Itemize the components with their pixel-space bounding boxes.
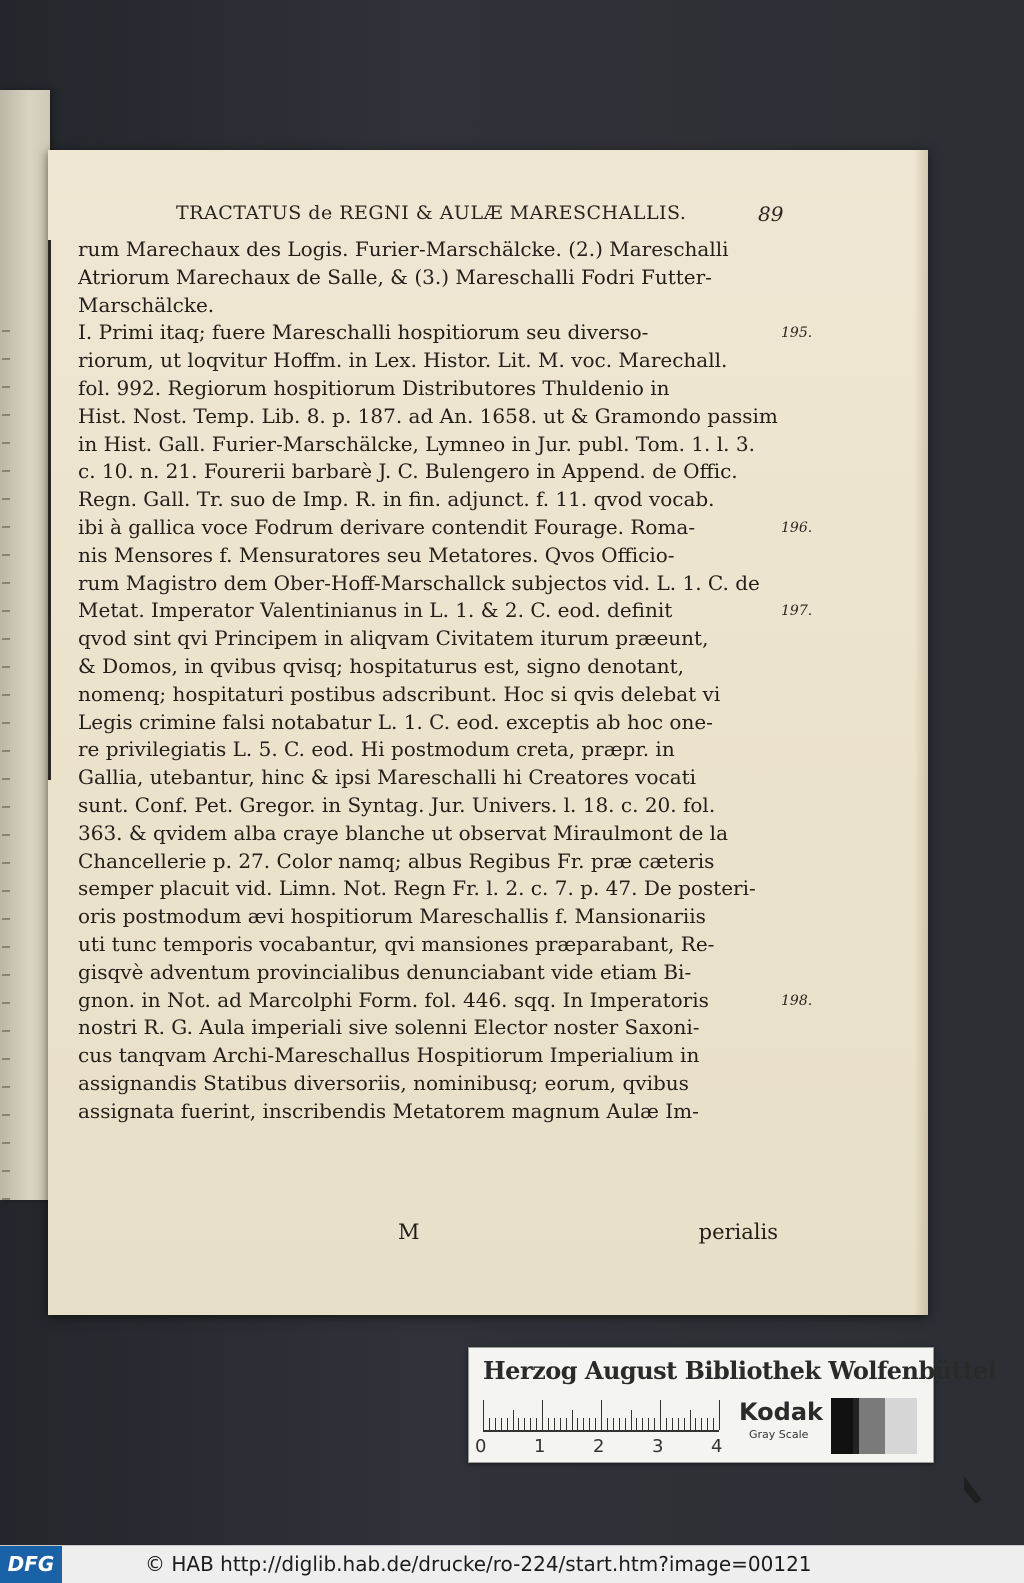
- underlying-page-edge: [0, 90, 50, 1200]
- text-line: semper placuit vid. Limn. Not. Regn Fr. l. 2. c. 7. p. 47. De posteri-: [78, 876, 756, 901]
- ruler-tick: [607, 1418, 608, 1430]
- copyright-link[interactable]: © HAB http://diglib.hab.de/drucke/ro-224/start.htm?image=00121: [145, 1552, 812, 1576]
- ruler-tick: [631, 1410, 632, 1430]
- text-line: Hist. Nost. Temp. Lib. 8. p. 187. ad An. 1658. ut & Gramondo passim: [78, 403, 778, 428]
- ruler-tick: [642, 1418, 643, 1430]
- text-line: 363. & qvidem alba craye blanche ut observat Miraulmont de la: [78, 820, 728, 845]
- ruler-tick: [566, 1418, 567, 1430]
- text-line: gnon. in Not. ad Marcolphi Form. fol. 446. sqq. In Imperatoris: [78, 987, 709, 1012]
- text-line: assignata fuerint, inscribendis Metatorem magnum Aulæ Im-: [78, 1098, 699, 1123]
- signature-mark: M: [398, 1220, 420, 1244]
- text-line: uti tunc temporis vocabantur, qvi mansiones præparabant, Re-: [78, 931, 715, 956]
- ruler-tick: [495, 1418, 496, 1430]
- ruler-tick: [684, 1418, 685, 1430]
- ruler-tick: [707, 1418, 708, 1430]
- ruler-tick: [524, 1418, 525, 1430]
- ruler-tick: [666, 1418, 667, 1430]
- ruler-tick: [672, 1418, 673, 1430]
- ruler-tick: [654, 1418, 655, 1430]
- text-line: c. 10. n. 21. Fourerii barbarè J. C. Bulengero in Append. de Offic.: [78, 459, 738, 484]
- text-line: fol. 992. Regiorum hospitiorum Distributores Thuldenio in: [78, 375, 670, 400]
- text-line: qvod sint qvi Principem in aliqvam Civitatem iturum præeunt,: [78, 626, 709, 651]
- gutter-shadow-line: [48, 240, 51, 780]
- margin-note: 197.: [781, 603, 813, 620]
- text-line: & Domos, in qvibus qvisq; hospitaturus est, signo denotant,: [78, 653, 685, 678]
- ruler-tick: [648, 1418, 649, 1430]
- text-line: Metat. Imperator Valentinianus in L. 1. & 2. C. eod. definit: [78, 598, 673, 623]
- ruler-label: 3: [652, 1436, 664, 1457]
- ruler-tick: [548, 1418, 549, 1430]
- text-line: rum Magistro dem Ober-Hoff-Marschallck subjectos vid. L. 1. C. de: [78, 570, 760, 595]
- ruler-tick: [636, 1418, 637, 1430]
- running-head: TRACTATUS de REGNI & AULÆ MARESCHALLIS.: [176, 202, 687, 224]
- ruler-tick: [560, 1418, 561, 1430]
- ruler-tick: [572, 1410, 573, 1430]
- text-line: sunt. Conf. Pet. Gregor. in Syntag. Jur. Univers. l. 18. c. 20. fol.: [78, 792, 716, 817]
- page-number: 89: [758, 202, 784, 226]
- ruler-tick: [660, 1400, 661, 1430]
- body-text: [78, 236, 778, 1126]
- text-line: riorum, ut loqvitur Hoffm. in Lex. Histor. Lit. M. voc. Marechall.: [78, 348, 728, 373]
- text-line: Marschälcke.: [78, 292, 215, 317]
- dfg-logo: DFG: [0, 1546, 62, 1583]
- text-line: rum Marechaux des Logis. Furier-Marschälcke. (2.) Mareschalli: [78, 237, 729, 261]
- text-line: assignandis Statibus diversoriis, nominibusq; eorum, qvibus: [78, 1070, 689, 1095]
- ruler-tick: [695, 1418, 696, 1430]
- book-page: [48, 150, 928, 1315]
- ruler-tick: [518, 1418, 519, 1430]
- ruler-tick: [542, 1400, 543, 1430]
- ruler-tick: [583, 1418, 584, 1430]
- text-line: oris postmodum ævi hospitiorum Mareschallis f. Mansionariis: [78, 904, 706, 929]
- gray-patch: [831, 1398, 853, 1454]
- ruler-label: 4: [711, 1436, 723, 1457]
- ruler-tick: [619, 1418, 620, 1430]
- gray-patches: [831, 1398, 917, 1454]
- text-line: re privilegiatis L. 5. C. eod. Hi postmodum creta, præpr. in: [78, 737, 675, 762]
- text-line: Atriorum Marechaux de Salle, & (3.) Mareschalli Fodri Futter-: [78, 264, 712, 289]
- ruler-tick: [589, 1418, 590, 1430]
- kodak-brand: Kodak: [739, 1398, 823, 1426]
- text-line: nis Mensores f. Mensuratores seu Metatores. Qvos Officio-: [78, 542, 675, 567]
- corner-clip-icon: [960, 1470, 990, 1510]
- ruler-tick: [690, 1410, 691, 1430]
- color-scale-card: [468, 1347, 997, 1463]
- ruler-tick: [613, 1418, 614, 1430]
- gray-scale-label: Gray Scale: [749, 1428, 809, 1441]
- margin-note: 195.: [781, 325, 813, 342]
- text-line: in Hist. Gall. Furier-Marschälcke, Lymneo in Jur. publ. Tom. 1. l. 3.: [78, 431, 755, 456]
- catch-row: [78, 1220, 778, 1250]
- ruler-tick: [713, 1418, 714, 1430]
- ruler-tick: [701, 1418, 702, 1430]
- ruler-tick: [530, 1418, 531, 1430]
- text-line: ibi à gallica voce Fodrum derivare contendit Fourage. Roma-: [78, 514, 696, 539]
- text-line: cus tanqvam Archi-Mareschallus Hospitiorum Imperialium in: [78, 1043, 700, 1068]
- ruler-tick: [719, 1400, 720, 1430]
- ruler-tick: [536, 1418, 537, 1430]
- underlying-page-marks: [0, 330, 14, 1230]
- ruler: [483, 1400, 719, 1432]
- ruler-tick: [678, 1418, 679, 1430]
- ruler-tick: [501, 1418, 502, 1430]
- margin-note: 196.: [781, 520, 813, 536]
- ruler-tick: [554, 1418, 555, 1430]
- text-line: I. Primi itaq; fuere Mareschalli hospitiorum seu diverso-: [78, 320, 649, 345]
- ruler-tick: [507, 1418, 508, 1430]
- footer-bar: [0, 1545, 1024, 1583]
- ruler-tick: [483, 1400, 484, 1430]
- text-line: nomenq; hospitaturi postibus adscribunt. Hoc si qvis delebat vi: [78, 681, 721, 706]
- gray-patch: [859, 1398, 885, 1454]
- text-line: Regn. Gall. Tr. suo de Imp. R. in fin. adjunct. f. 11. qvod vocab.: [78, 487, 715, 512]
- text-line: gisqvè adventum provincialibus denunciabant vide etiam Bi-: [78, 959, 692, 984]
- ruler-tick: [577, 1418, 578, 1430]
- library-name: Herzog August Bibliothek Wolfenbüttel: [483, 1356, 997, 1385]
- text-line: Legis crimine falsi notabatur L. 1. C. eod. exceptis ab hoc one-: [78, 709, 713, 734]
- ruler-tick: [625, 1418, 626, 1430]
- text-line: nostri R. G. Aula imperiali sive solenni Elector noster Saxoni-: [78, 1015, 700, 1040]
- margin-note: 198.: [781, 992, 813, 1009]
- ruler-tick: [489, 1418, 490, 1430]
- ruler-label: 2: [593, 1436, 605, 1457]
- text-line: Gallia, utebantur, hinc & ipsi Mareschalli hi Creatores vocati: [78, 765, 697, 790]
- text-line: Chancellerie p. 27. Color namq; albus Regibus Fr. præ cæteris: [78, 848, 715, 873]
- ruler-tick: [595, 1418, 596, 1430]
- ruler-tick: [513, 1410, 514, 1430]
- ruler-tick: [601, 1400, 602, 1430]
- gray-patch: [885, 1398, 917, 1454]
- ruler-label: 0: [475, 1436, 487, 1457]
- ruler-label: 1: [534, 1436, 546, 1457]
- catchword: perialis: [698, 1220, 778, 1244]
